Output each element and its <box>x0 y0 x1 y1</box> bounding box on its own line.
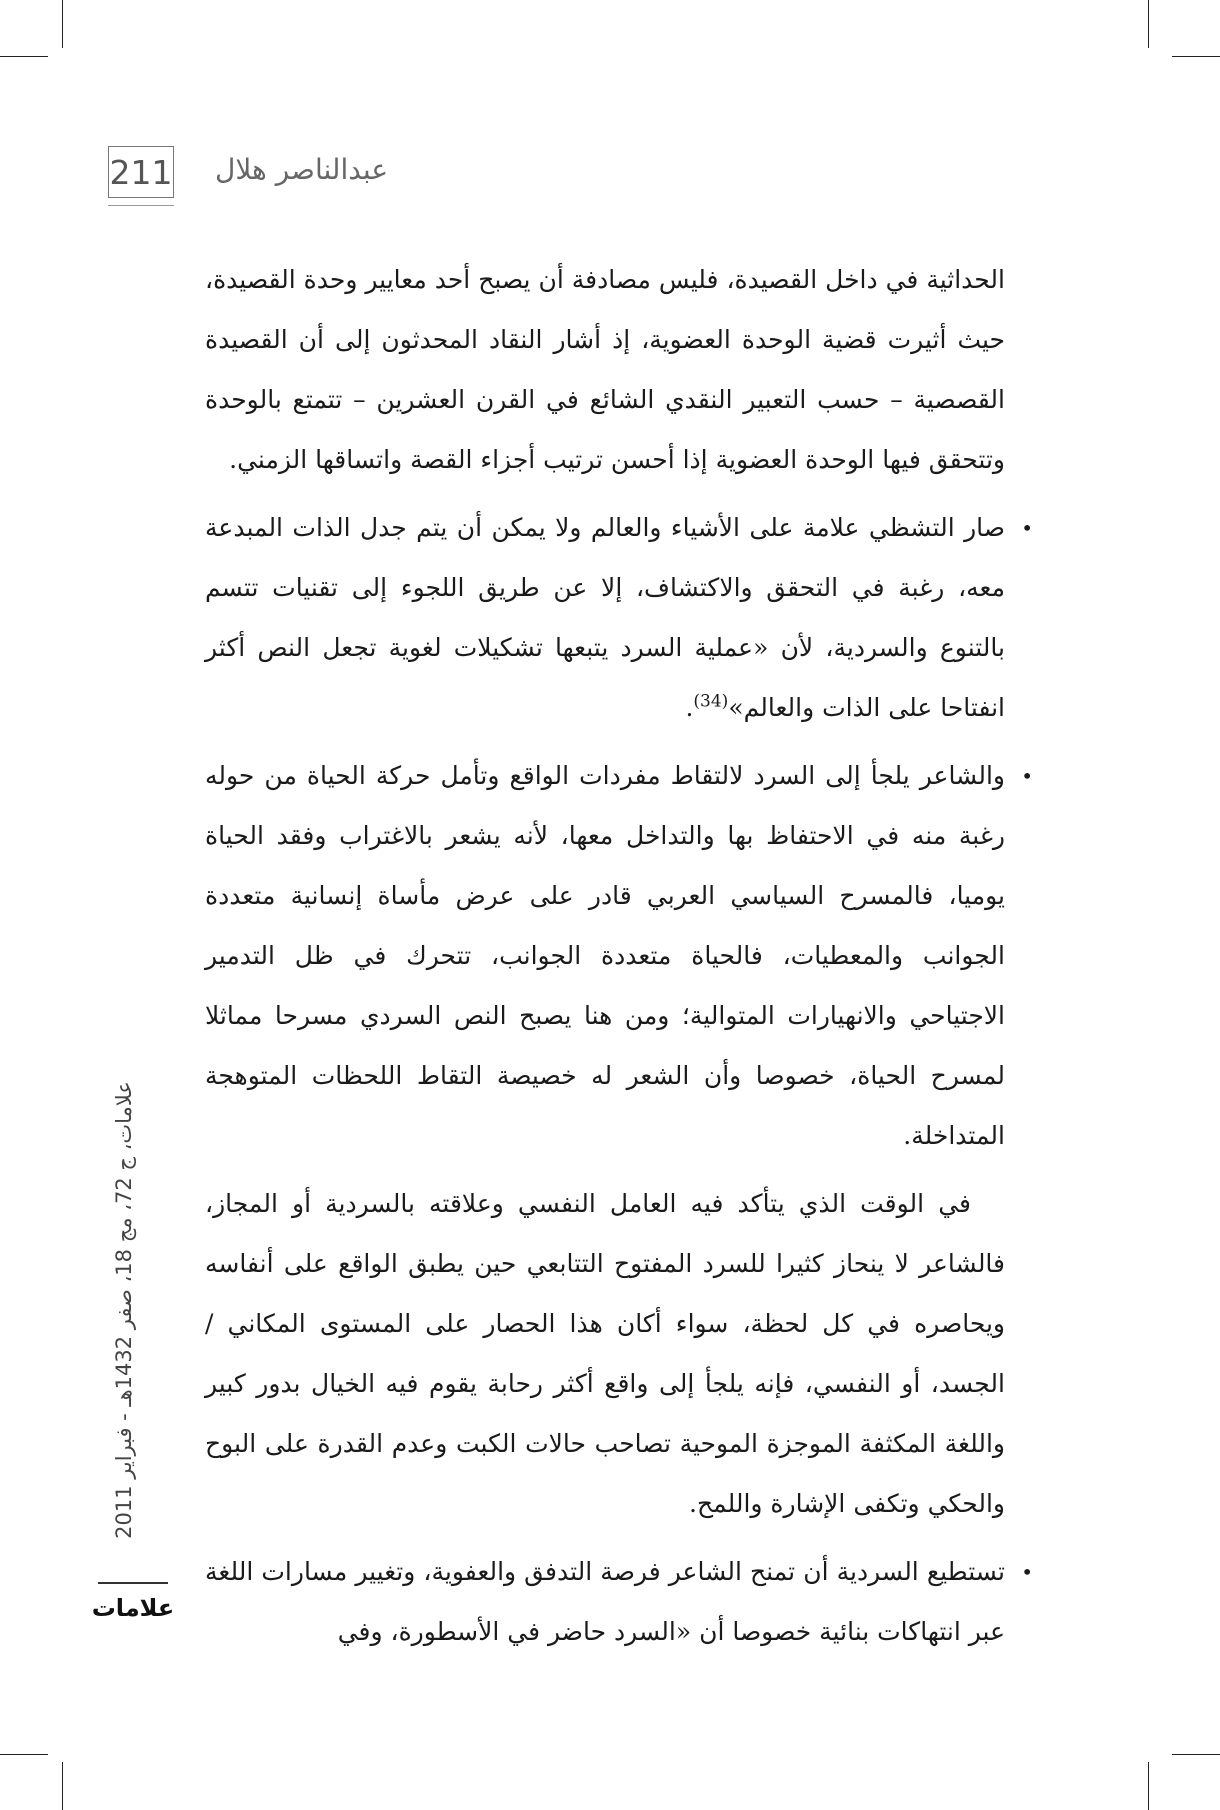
bullet-item-3-text: تستطيع السردية أن تمنح الشاعر فرصة التدفق والعفوية، وتغيير مسارات اللغة عبر انتهاكات بنائية خصوصا أن «السرد حاضر في الأسطورة، وفي <box>205 1557 1005 1646</box>
bullet-item-1-end: . <box>685 693 694 722</box>
running-header-author: عبدالناصر هلال <box>215 153 389 186</box>
bullet-icon: • <box>1021 516 1033 540</box>
bullet-item-2-text: والشاعر يلجأ إلى السرد لالتقاط مفردات الواقع وتأمل حركة الحياة من حوله رغبة منه في الاحتفاظ بها والتداخل معها، لأنه يشعر بالاغتراب وفقد الحياة يوميا، فالمسرح السياسي العربي قادر على عرض مأساة إنسانية متعددة الجوانب والمعطيات، فالحياة متعددة الجوانب، تتحرك في ظل التدمير الاجتياحي والانهيارات المتوالية؛ ومن هنا يصبح النص السردي مسرحا مماثلا لمسرح الحياة، خصوصا وأن الشعر له خصيصة التقاط اللحظات المتوهجة المتداخلة. <box>205 761 1005 1150</box>
bullet-item-1 <box>205 498 1033 738</box>
page-number: 211 <box>108 146 174 198</box>
logo-rule <box>98 1582 168 1584</box>
bullet-item-3 <box>205 1542 1033 1662</box>
body-text <box>205 250 1033 1670</box>
page-number-rule <box>108 205 174 206</box>
crop-mark <box>1172 56 1220 57</box>
footnote-ref-34[interactable]: (34) <box>693 691 729 712</box>
crop-mark <box>1172 1754 1220 1755</box>
crop-mark <box>62 0 63 48</box>
bullet-list-1 <box>205 498 1033 1166</box>
bullet-item-1-text: صار التشظي علامة على الأشياء والعالم ولا يمكن أن يتم جدل الذات المبدعة معه، رغبة في التحقق والاكتشاف، إلا عن طريق اللجوء إلى تقنيات تتسم بالتنوع والسردية، لأن «عملية السرد يتبعها تشكيلات لغوية تجعل النص أكثر انفتاحا على الذات والعالم» <box>205 513 1005 722</box>
paragraph-2: في الوقت الذي يتأكد فيه العامل النفسي وعلاقته بالسردية أو المجاز، فالشاعر لا ينحاز كثيرا للسرد المفتوح التتابعي حين يطبق الواقع على أنفاسه ويحاصره في كل لحظة، سواء أكان هذا الحصار على المستوى المكاني / الجسد، أو النفسي، فإنه يلجأ إلى واقع أكثر رحابة يقوم فيه الخيال بدور كبير واللغة المكثفة الموجزة الموحية تصاحب حالات الكبت وعدم القدرة على البوح والحكي وتكفى الإشارة واللمح. <box>205 1189 1005 1518</box>
bullet-icon: • <box>1021 1560 1033 1584</box>
crop-mark <box>0 1754 48 1755</box>
crop-mark <box>0 56 48 57</box>
crop-mark <box>62 1762 63 1810</box>
paragraph-1: الحداثية في داخل القصيدة، فليس مصادفة أن يصبح أحد معايير وحدة القصيدة، حيث أثيرت قضية الوحدة العضوية، إذ أشار النقاد المحدثون إلى أن القصيدة القصصية – حسب التعبير النقدي الشائع في القرن العشرين – تتمتع بالوحدة وتتحقق فيها الوحدة العضوية إذا أحسن ترتيب أجزاء القصة واتساقها الزمني. <box>205 265 1005 474</box>
journal-issue-info <box>102 1050 146 1570</box>
crop-mark <box>1148 1762 1149 1810</box>
bullet-list-2 <box>205 1542 1033 1662</box>
bullet-item-2 <box>205 746 1033 1166</box>
journal-logo: علامات <box>91 1594 175 1622</box>
crop-mark <box>1148 0 1149 48</box>
bullet-icon: • <box>1021 764 1033 788</box>
journal-issue-text: علامات، ج 72، مج 18، صفر 1432هـ - فبراير 2011 <box>112 1081 136 1539</box>
